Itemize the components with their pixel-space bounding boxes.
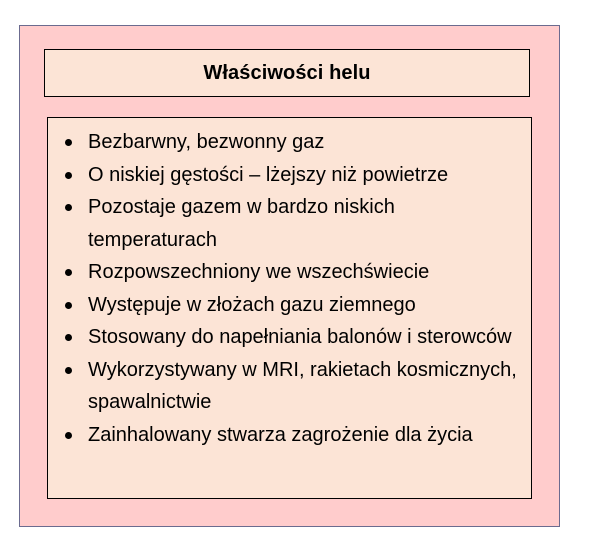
list-item-text: Pozostaje gazem w bardzo niskich temperaturach xyxy=(88,196,395,251)
bullet-icon xyxy=(65,367,72,374)
list-item xyxy=(48,126,531,159)
list-item-text: Wykorzystywany w MRI, rakietach kosmicznych, spawalnictwie xyxy=(88,358,517,413)
title-box xyxy=(44,49,530,97)
bullet-icon xyxy=(65,334,72,341)
properties-list xyxy=(48,126,531,451)
bullet-icon xyxy=(65,432,72,439)
list-item xyxy=(48,289,531,322)
list-item xyxy=(48,419,531,452)
list-item-text: Stosowany do napełniania balonów i sterowców xyxy=(88,326,512,348)
list-item xyxy=(48,321,531,354)
bullet-icon xyxy=(65,269,72,276)
list-item-text: Bezbarwny, bezwonny gaz xyxy=(88,131,325,153)
properties-list-box xyxy=(47,117,532,499)
list-item xyxy=(48,159,531,192)
bullet-icon xyxy=(65,172,72,179)
list-item-text: Występuje w złożach gazu ziemnego xyxy=(88,293,416,316)
list-item xyxy=(48,256,531,289)
list-item-text: Rozpowszechniony we wszechświecie xyxy=(88,261,430,283)
list-item-text: Zainhalowany stwarza zagrożenie dla życia xyxy=(88,423,473,446)
panel-title: Właściwości helu xyxy=(203,61,371,84)
list-item xyxy=(48,354,531,419)
bullet-icon xyxy=(65,204,72,211)
list-item-text: O niskiej gęstości – lżejszy niż powietrze xyxy=(88,163,449,186)
list-item xyxy=(48,191,531,256)
helium-properties-panel xyxy=(19,25,560,527)
bullet-icon xyxy=(65,139,72,146)
bullet-icon xyxy=(65,302,72,309)
